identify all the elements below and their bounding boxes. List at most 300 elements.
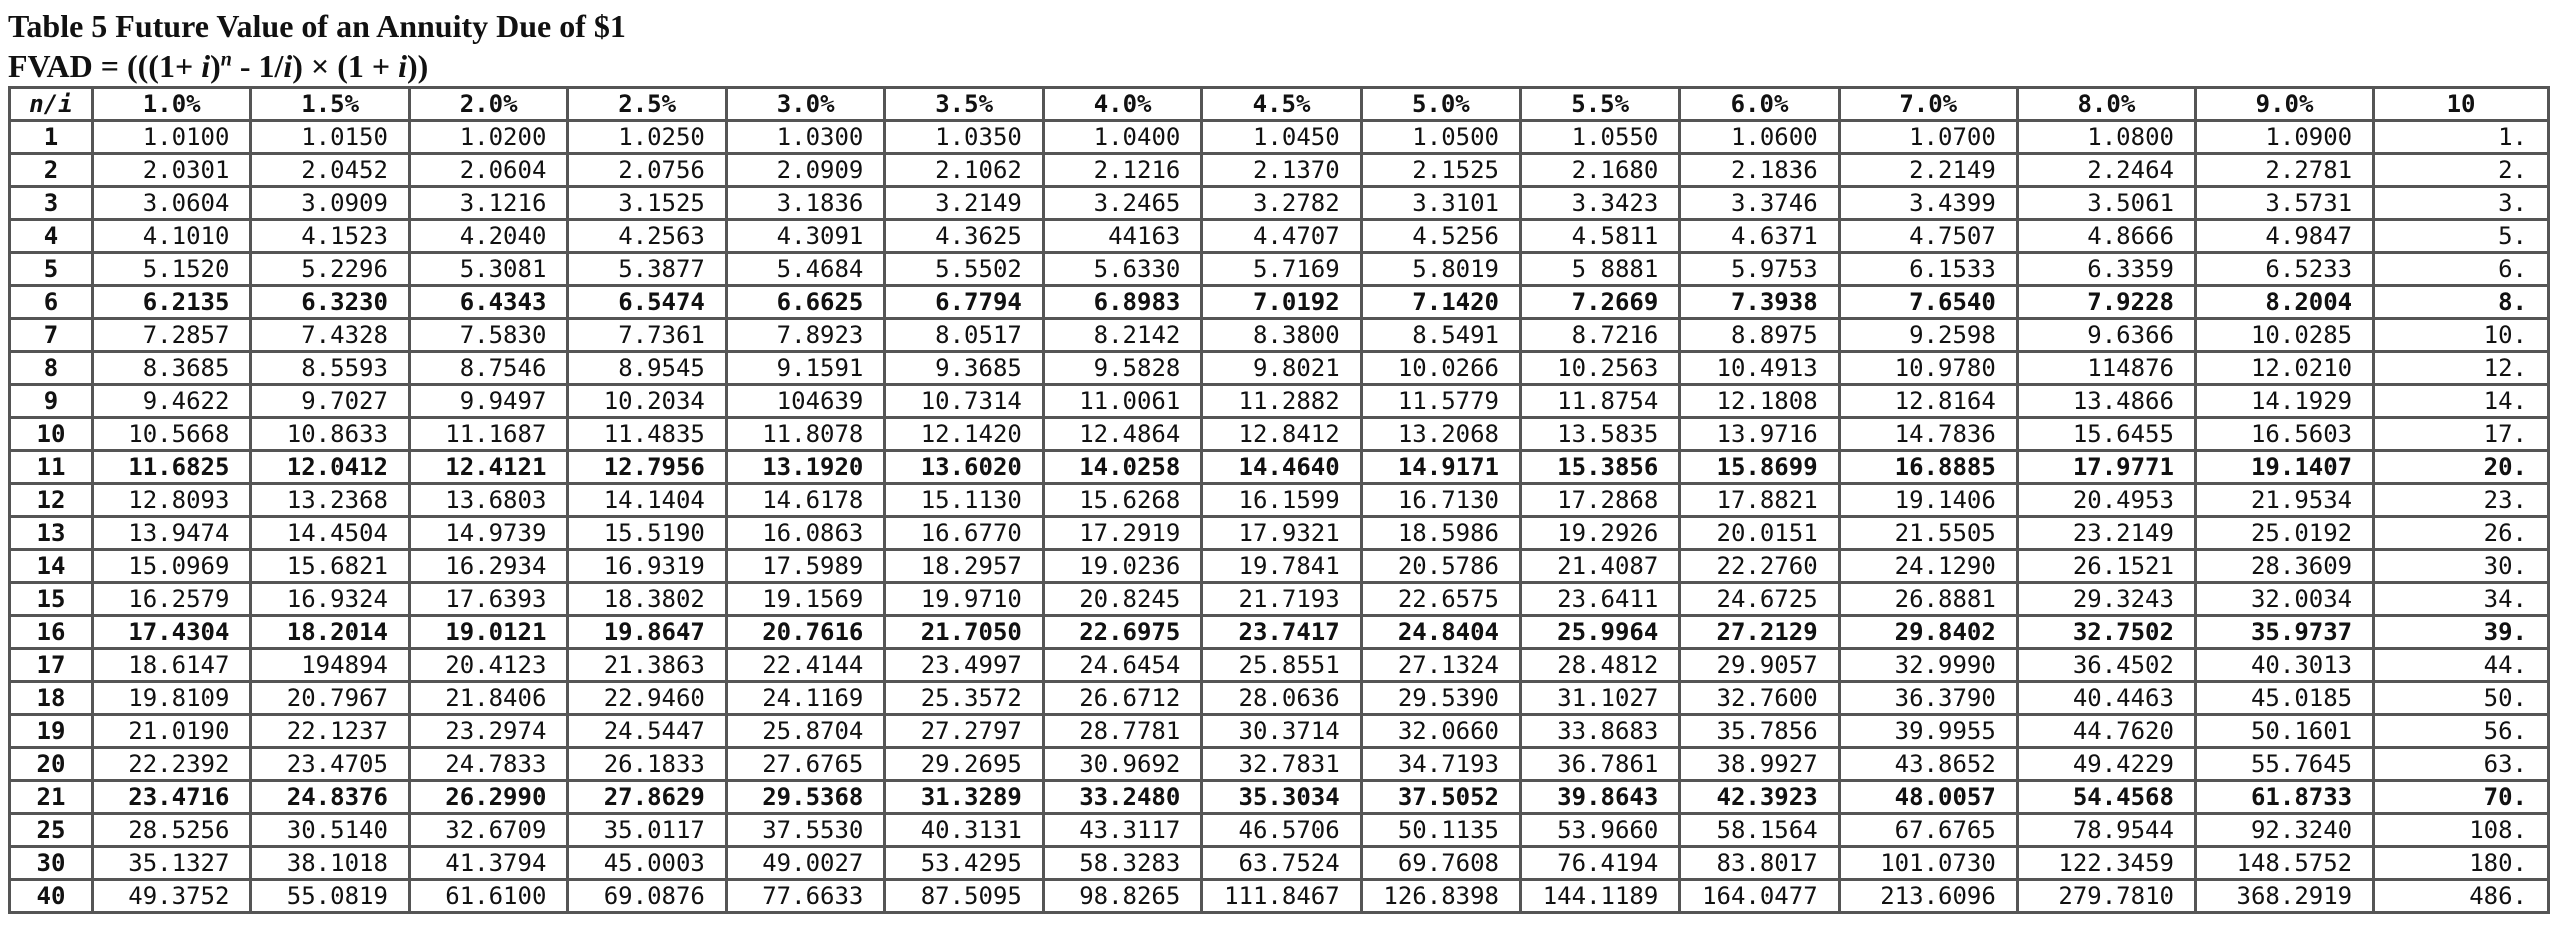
value-cell: 6.5233 bbox=[2195, 253, 2373, 286]
value-cell: 14.4640 bbox=[1202, 451, 1361, 484]
value-cell: 15.6268 bbox=[1043, 484, 1201, 517]
value-cell: 24.6725 bbox=[1680, 583, 1839, 616]
value-cell: 2.0909 bbox=[726, 154, 884, 187]
period-cell: 1 bbox=[10, 121, 93, 154]
value-cell: 15.6455 bbox=[2017, 418, 2195, 451]
period-cell: 16 bbox=[10, 616, 93, 649]
value-cell: 2.1216 bbox=[1043, 154, 1201, 187]
value-cell: 10.0285 bbox=[2195, 319, 2373, 352]
period-cell: 30 bbox=[10, 847, 93, 880]
value-cell: 5.5502 bbox=[885, 253, 1043, 286]
rate-header: 9.0% bbox=[2195, 88, 2373, 121]
value-cell: 37.5052 bbox=[1361, 781, 1520, 814]
value-cell: 13.6020 bbox=[885, 451, 1043, 484]
value-cell: 8.5491 bbox=[1361, 319, 1520, 352]
value-cell: 25.0192 bbox=[2195, 517, 2373, 550]
value-cell: 21.8406 bbox=[409, 682, 567, 715]
value-cell: 5. bbox=[2374, 220, 2549, 253]
value-cell: 10.9780 bbox=[1839, 352, 2017, 385]
value-cell: 14.6178 bbox=[726, 484, 884, 517]
value-cell: 6.3230 bbox=[251, 286, 409, 319]
period-cell: 5 bbox=[10, 253, 93, 286]
value-cell: 29.5390 bbox=[1361, 682, 1520, 715]
value-cell: 20.4953 bbox=[2017, 484, 2195, 517]
value-cell: 50.1135 bbox=[1361, 814, 1520, 847]
value-cell: 6.4343 bbox=[409, 286, 567, 319]
value-cell: 49.4229 bbox=[2017, 748, 2195, 781]
value-cell: 29.5368 bbox=[726, 781, 884, 814]
value-cell: 13.2368 bbox=[251, 484, 409, 517]
value-cell: 16.9319 bbox=[568, 550, 726, 583]
period-cell: 12 bbox=[10, 484, 93, 517]
value-cell: 5.3877 bbox=[568, 253, 726, 286]
value-cell: 3.1216 bbox=[409, 187, 567, 220]
value-cell: 194894 bbox=[251, 649, 409, 682]
period-cell: 2 bbox=[10, 154, 93, 187]
value-cell: 23. bbox=[2374, 484, 2549, 517]
value-cell: 5.1520 bbox=[92, 253, 250, 286]
value-cell: 83.8017 bbox=[1680, 847, 1839, 880]
value-cell: 49.3752 bbox=[92, 880, 250, 913]
period-cell: 11 bbox=[10, 451, 93, 484]
value-cell: 15.5190 bbox=[568, 517, 726, 550]
value-cell: 26.1833 bbox=[568, 748, 726, 781]
value-cell: 28.3609 bbox=[2195, 550, 2373, 583]
value-cell: 8.0517 bbox=[885, 319, 1043, 352]
table-row bbox=[10, 715, 2549, 748]
value-cell: 7.5830 bbox=[409, 319, 567, 352]
value-cell: 54.4568 bbox=[2017, 781, 2195, 814]
value-cell: 5.7169 bbox=[1202, 253, 1361, 286]
value-cell: 1.0400 bbox=[1043, 121, 1201, 154]
value-cell: 1.0600 bbox=[1680, 121, 1839, 154]
rate-header: 8.0% bbox=[2017, 88, 2195, 121]
value-cell: 25.8704 bbox=[726, 715, 884, 748]
value-cell: 9.7027 bbox=[251, 385, 409, 418]
period-cell: 9 bbox=[10, 385, 93, 418]
value-cell: 14.4504 bbox=[251, 517, 409, 550]
value-cell: 11.8754 bbox=[1521, 385, 1680, 418]
value-cell: 53.4295 bbox=[885, 847, 1043, 880]
value-cell: 28.5256 bbox=[92, 814, 250, 847]
value-cell: 12.7956 bbox=[568, 451, 726, 484]
value-cell: 44. bbox=[2374, 649, 2549, 682]
value-cell: 19.0121 bbox=[409, 616, 567, 649]
value-cell: 44163 bbox=[1043, 220, 1201, 253]
value-cell: 29.8402 bbox=[1839, 616, 2017, 649]
value-cell: 111.8467 bbox=[1202, 880, 1361, 913]
value-cell: 20.0151 bbox=[1680, 517, 1839, 550]
annuity-table bbox=[8, 86, 2550, 914]
value-cell: 20. bbox=[2374, 451, 2549, 484]
period-cell: 40 bbox=[10, 880, 93, 913]
value-cell: 10.0266 bbox=[1361, 352, 1520, 385]
value-cell: 35.1327 bbox=[92, 847, 250, 880]
rate-header: 6.0% bbox=[1680, 88, 1839, 121]
value-cell: 122.3459 bbox=[2017, 847, 2195, 880]
value-cell: 1.0800 bbox=[2017, 121, 2195, 154]
value-cell: 23.6411 bbox=[1521, 583, 1680, 616]
value-cell: 16.2579 bbox=[92, 583, 250, 616]
value-cell: 213.6096 bbox=[1839, 880, 2017, 913]
value-cell: 14.9171 bbox=[1361, 451, 1520, 484]
value-cell: 12.8093 bbox=[92, 484, 250, 517]
value-cell: 18.5986 bbox=[1361, 517, 1520, 550]
value-cell: 32.7831 bbox=[1202, 748, 1361, 781]
value-cell: 1.0500 bbox=[1361, 121, 1520, 154]
value-cell: 279.7810 bbox=[2017, 880, 2195, 913]
value-cell: 3.2465 bbox=[1043, 187, 1201, 220]
value-cell: 26.2990 bbox=[409, 781, 567, 814]
value-cell: 18.3802 bbox=[568, 583, 726, 616]
value-cell: 101.0730 bbox=[1839, 847, 2017, 880]
value-cell: 20.8245 bbox=[1043, 583, 1201, 616]
value-cell: 23.4716 bbox=[92, 781, 250, 814]
value-cell: 3.0604 bbox=[92, 187, 250, 220]
value-cell: 8.9545 bbox=[568, 352, 726, 385]
period-cell: 6 bbox=[10, 286, 93, 319]
value-cell: 27.1324 bbox=[1361, 649, 1520, 682]
value-cell: 12.0210 bbox=[2195, 352, 2373, 385]
value-cell: 32.7600 bbox=[1680, 682, 1839, 715]
value-cell: 92.3240 bbox=[2195, 814, 2373, 847]
value-cell: 16.2934 bbox=[409, 550, 567, 583]
value-cell: 8.3800 bbox=[1202, 319, 1361, 352]
value-cell: 14. bbox=[2374, 385, 2549, 418]
value-cell: 16.8885 bbox=[1839, 451, 2017, 484]
value-cell: 43.8652 bbox=[1839, 748, 2017, 781]
value-cell: 2.1370 bbox=[1202, 154, 1361, 187]
value-cell: 24.6454 bbox=[1043, 649, 1201, 682]
value-cell: 10.4913 bbox=[1680, 352, 1839, 385]
formula-paren: ) bbox=[210, 48, 221, 84]
value-cell: 20.5786 bbox=[1361, 550, 1520, 583]
value-cell: 3.3101 bbox=[1361, 187, 1520, 220]
period-cell: 25 bbox=[10, 814, 93, 847]
value-cell: 486. bbox=[2374, 880, 2549, 913]
value-cell: 4.2040 bbox=[409, 220, 567, 253]
value-cell: 18.2014 bbox=[251, 616, 409, 649]
value-cell: 7.0192 bbox=[1202, 286, 1361, 319]
header-row bbox=[10, 88, 2549, 121]
value-cell: 15.1130 bbox=[885, 484, 1043, 517]
value-cell: 44.7620 bbox=[2017, 715, 2195, 748]
value-cell: 2.0301 bbox=[92, 154, 250, 187]
value-cell: 7.1420 bbox=[1361, 286, 1520, 319]
value-cell: 24.5447 bbox=[568, 715, 726, 748]
value-cell: 13.9474 bbox=[92, 517, 250, 550]
value-cell: 27.2129 bbox=[1680, 616, 1839, 649]
value-cell: 2. bbox=[2374, 154, 2549, 187]
value-cell: 46.5706 bbox=[1202, 814, 1361, 847]
value-cell: 19.9710 bbox=[885, 583, 1043, 616]
value-cell: 15.0969 bbox=[92, 550, 250, 583]
table-row bbox=[10, 154, 2549, 187]
value-cell: 22.6575 bbox=[1361, 583, 1520, 616]
value-cell: 53.9660 bbox=[1521, 814, 1680, 847]
value-cell: 67.6765 bbox=[1839, 814, 2017, 847]
value-cell: 10.2563 bbox=[1521, 352, 1680, 385]
value-cell: 12.0412 bbox=[251, 451, 409, 484]
value-cell: 34. bbox=[2374, 583, 2549, 616]
rate-header: 1.5% bbox=[251, 88, 409, 121]
value-cell: 39. bbox=[2374, 616, 2549, 649]
value-cell: 148.5752 bbox=[2195, 847, 2373, 880]
value-cell: 2.2149 bbox=[1839, 154, 2017, 187]
value-cell: 4.3091 bbox=[726, 220, 884, 253]
rate-header: 4.0% bbox=[1043, 88, 1201, 121]
value-cell: 14.9739 bbox=[409, 517, 567, 550]
value-cell: 58.1564 bbox=[1680, 814, 1839, 847]
value-cell: 21.7050 bbox=[885, 616, 1043, 649]
annuity-table-container bbox=[8, 86, 2550, 914]
value-cell: 40.4463 bbox=[2017, 682, 2195, 715]
value-cell: 10.8633 bbox=[251, 418, 409, 451]
value-cell: 8.8975 bbox=[1680, 319, 1839, 352]
value-cell: 16.6770 bbox=[885, 517, 1043, 550]
value-cell: 6.8983 bbox=[1043, 286, 1201, 319]
period-cell: 4 bbox=[10, 220, 93, 253]
value-cell: 4.4707 bbox=[1202, 220, 1361, 253]
value-cell: 55.0819 bbox=[251, 880, 409, 913]
value-cell: 33.2480 bbox=[1043, 781, 1201, 814]
value-cell: 14.7836 bbox=[1839, 418, 2017, 451]
value-cell: 70. bbox=[2374, 781, 2549, 814]
value-cell: 5 8881 bbox=[1521, 253, 1680, 286]
value-cell: 17.2919 bbox=[1043, 517, 1201, 550]
formula-rate-1: i bbox=[201, 48, 211, 84]
value-cell: 11.2882 bbox=[1202, 385, 1361, 418]
value-cell: 6.7794 bbox=[885, 286, 1043, 319]
value-cell: 11.0061 bbox=[1043, 385, 1201, 418]
value-cell: 37.5530 bbox=[726, 814, 884, 847]
value-cell: 22.4144 bbox=[726, 649, 884, 682]
value-cell: 3.4399 bbox=[1839, 187, 2017, 220]
value-cell: 9.5828 bbox=[1043, 352, 1201, 385]
value-cell: 23.4705 bbox=[251, 748, 409, 781]
value-cell: 13.2068 bbox=[1361, 418, 1520, 451]
value-cell: 13.4866 bbox=[2017, 385, 2195, 418]
value-cell: 19.2926 bbox=[1521, 517, 1680, 550]
value-cell: 26.6712 bbox=[1043, 682, 1201, 715]
value-cell: 14.1929 bbox=[2195, 385, 2373, 418]
value-cell: 56. bbox=[2374, 715, 2549, 748]
value-cell: 1.0900 bbox=[2195, 121, 2373, 154]
value-cell: 17.4304 bbox=[92, 616, 250, 649]
value-cell: 4.5256 bbox=[1361, 220, 1520, 253]
value-cell: 5.4684 bbox=[726, 253, 884, 286]
value-cell: 13.6803 bbox=[409, 484, 567, 517]
value-cell: 5.9753 bbox=[1680, 253, 1839, 286]
value-cell: 3.3423 bbox=[1521, 187, 1680, 220]
value-cell: 9.1591 bbox=[726, 352, 884, 385]
value-cell: 23.2149 bbox=[2017, 517, 2195, 550]
value-cell: 2.0604 bbox=[409, 154, 567, 187]
value-cell: 22.1237 bbox=[251, 715, 409, 748]
value-cell: 20.4123 bbox=[409, 649, 567, 682]
value-cell: 144.1189 bbox=[1521, 880, 1680, 913]
value-cell: 1. bbox=[2374, 121, 2549, 154]
value-cell: 58.3283 bbox=[1043, 847, 1201, 880]
value-cell: 30.3714 bbox=[1202, 715, 1361, 748]
value-cell: 24.1169 bbox=[726, 682, 884, 715]
table-row bbox=[10, 550, 2549, 583]
value-cell: 4.5811 bbox=[1521, 220, 1680, 253]
rate-header: 5.0% bbox=[1361, 88, 1520, 121]
value-cell: 22.2760 bbox=[1680, 550, 1839, 583]
value-cell: 3.2782 bbox=[1202, 187, 1361, 220]
value-cell: 27.8629 bbox=[568, 781, 726, 814]
value-cell: 43.3117 bbox=[1043, 814, 1201, 847]
value-cell: 12.4864 bbox=[1043, 418, 1201, 451]
period-cell: 17 bbox=[10, 649, 93, 682]
value-cell: 9.2598 bbox=[1839, 319, 2017, 352]
value-cell: 7.2857 bbox=[92, 319, 250, 352]
value-cell: 12.8412 bbox=[1202, 418, 1361, 451]
value-cell: 32.0660 bbox=[1361, 715, 1520, 748]
period-cell: 19 bbox=[10, 715, 93, 748]
value-cell: 40.3131 bbox=[885, 814, 1043, 847]
value-cell: 36.4502 bbox=[2017, 649, 2195, 682]
value-cell: 23.2974 bbox=[409, 715, 567, 748]
value-cell: 13.5835 bbox=[1521, 418, 1680, 451]
value-cell: 63.7524 bbox=[1202, 847, 1361, 880]
value-cell: 23.7417 bbox=[1202, 616, 1361, 649]
value-cell: 126.8398 bbox=[1361, 880, 1520, 913]
value-cell: 35.9737 bbox=[2195, 616, 2373, 649]
rate-header: 1.0% bbox=[92, 88, 250, 121]
value-cell: 3. bbox=[2374, 187, 2549, 220]
value-cell: 2.2464 bbox=[2017, 154, 2195, 187]
value-cell: 4.7507 bbox=[1839, 220, 2017, 253]
value-cell: 7.9228 bbox=[2017, 286, 2195, 319]
value-cell: 6.2135 bbox=[92, 286, 250, 319]
value-cell: 1.0300 bbox=[726, 121, 884, 154]
value-cell: 69.7608 bbox=[1361, 847, 1520, 880]
value-cell: 8.3685 bbox=[92, 352, 250, 385]
value-cell: 10.5668 bbox=[92, 418, 250, 451]
value-cell: 7.2669 bbox=[1521, 286, 1680, 319]
value-cell: 18.2957 bbox=[885, 550, 1043, 583]
value-cell: 9.9497 bbox=[409, 385, 567, 418]
formula-rate-3: i bbox=[398, 48, 407, 84]
corner-header: n/i bbox=[10, 88, 93, 121]
table-row bbox=[10, 880, 2549, 913]
value-cell: 35.0117 bbox=[568, 814, 726, 847]
value-cell: 1.0150 bbox=[251, 121, 409, 154]
value-cell: 17.2868 bbox=[1521, 484, 1680, 517]
value-cell: 27.6765 bbox=[726, 748, 884, 781]
value-cell: 10. bbox=[2374, 319, 2549, 352]
value-cell: 17.9771 bbox=[2017, 451, 2195, 484]
value-cell: 24.1290 bbox=[1839, 550, 2017, 583]
value-cell: 22.6975 bbox=[1043, 616, 1201, 649]
value-cell: 19.1406 bbox=[1839, 484, 2017, 517]
value-cell: 31.3289 bbox=[885, 781, 1043, 814]
value-cell: 17.8821 bbox=[1680, 484, 1839, 517]
value-cell: 21.0190 bbox=[92, 715, 250, 748]
value-cell: 27.2797 bbox=[885, 715, 1043, 748]
value-cell: 4.8666 bbox=[2017, 220, 2195, 253]
value-cell: 6. bbox=[2374, 253, 2549, 286]
table-row bbox=[10, 286, 2549, 319]
value-cell: 15.6821 bbox=[251, 550, 409, 583]
value-cell: 24.8404 bbox=[1361, 616, 1520, 649]
table-row bbox=[10, 385, 2549, 418]
formula-prefix: FVAD = (((1+ bbox=[8, 48, 202, 84]
value-cell: 12.1808 bbox=[1680, 385, 1839, 418]
value-cell: 55.7645 bbox=[2195, 748, 2373, 781]
value-cell: 50.1601 bbox=[2195, 715, 2373, 748]
value-cell: 9.8021 bbox=[1202, 352, 1361, 385]
value-cell: 21.5505 bbox=[1839, 517, 2017, 550]
value-cell: 8.5593 bbox=[251, 352, 409, 385]
value-cell: 19.0236 bbox=[1043, 550, 1201, 583]
value-cell: 4.3625 bbox=[885, 220, 1043, 253]
value-cell: 19.1407 bbox=[2195, 451, 2373, 484]
value-cell: 12.8164 bbox=[1839, 385, 2017, 418]
value-cell: 3.1836 bbox=[726, 187, 884, 220]
rate-header: 3.0% bbox=[726, 88, 884, 121]
value-cell: 42.3923 bbox=[1680, 781, 1839, 814]
table-row bbox=[10, 781, 2549, 814]
value-cell: 6.6625 bbox=[726, 286, 884, 319]
value-cell: 1.0450 bbox=[1202, 121, 1361, 154]
value-cell: 4.6371 bbox=[1680, 220, 1839, 253]
value-cell: 32.7502 bbox=[2017, 616, 2195, 649]
value-cell: 5.8019 bbox=[1361, 253, 1520, 286]
value-cell: 7.4328 bbox=[251, 319, 409, 352]
value-cell: 10.7314 bbox=[885, 385, 1043, 418]
value-cell: 4.1523 bbox=[251, 220, 409, 253]
value-cell: 45.0003 bbox=[568, 847, 726, 880]
value-cell: 32.0034 bbox=[2195, 583, 2373, 616]
value-cell: 38.9927 bbox=[1680, 748, 1839, 781]
value-cell: 32.6709 bbox=[409, 814, 567, 847]
value-cell: 25.9964 bbox=[1521, 616, 1680, 649]
value-cell: 8.2142 bbox=[1043, 319, 1201, 352]
value-cell: 20.7616 bbox=[726, 616, 884, 649]
value-cell: 28.0636 bbox=[1202, 682, 1361, 715]
value-cell: 2.1525 bbox=[1361, 154, 1520, 187]
value-cell: 41.3794 bbox=[409, 847, 567, 880]
table-row bbox=[10, 847, 2549, 880]
value-cell: 29.9057 bbox=[1680, 649, 1839, 682]
value-cell: 104639 bbox=[726, 385, 884, 418]
value-cell: 11.4835 bbox=[568, 418, 726, 451]
rate-header: 2.5% bbox=[568, 88, 726, 121]
value-cell: 11.1687 bbox=[409, 418, 567, 451]
table-row bbox=[10, 121, 2549, 154]
value-cell: 26.1521 bbox=[2017, 550, 2195, 583]
value-cell: 63. bbox=[2374, 748, 2549, 781]
table-row bbox=[10, 352, 2549, 385]
value-cell: 6.5474 bbox=[568, 286, 726, 319]
value-cell: 7.3938 bbox=[1680, 286, 1839, 319]
value-cell: 12. bbox=[2374, 352, 2549, 385]
value-cell: 180. bbox=[2374, 847, 2549, 880]
value-cell: 9.6366 bbox=[2017, 319, 2195, 352]
value-cell: 16.1599 bbox=[1202, 484, 1361, 517]
value-cell: 48.0057 bbox=[1839, 781, 2017, 814]
value-cell: 4.9847 bbox=[2195, 220, 2373, 253]
value-cell: 29.3243 bbox=[2017, 583, 2195, 616]
value-cell: 31.1027 bbox=[1521, 682, 1680, 715]
value-cell: 17. bbox=[2374, 418, 2549, 451]
value-cell: 36.7861 bbox=[1521, 748, 1680, 781]
value-cell: 30.9692 bbox=[1043, 748, 1201, 781]
value-cell: 16.7130 bbox=[1361, 484, 1520, 517]
